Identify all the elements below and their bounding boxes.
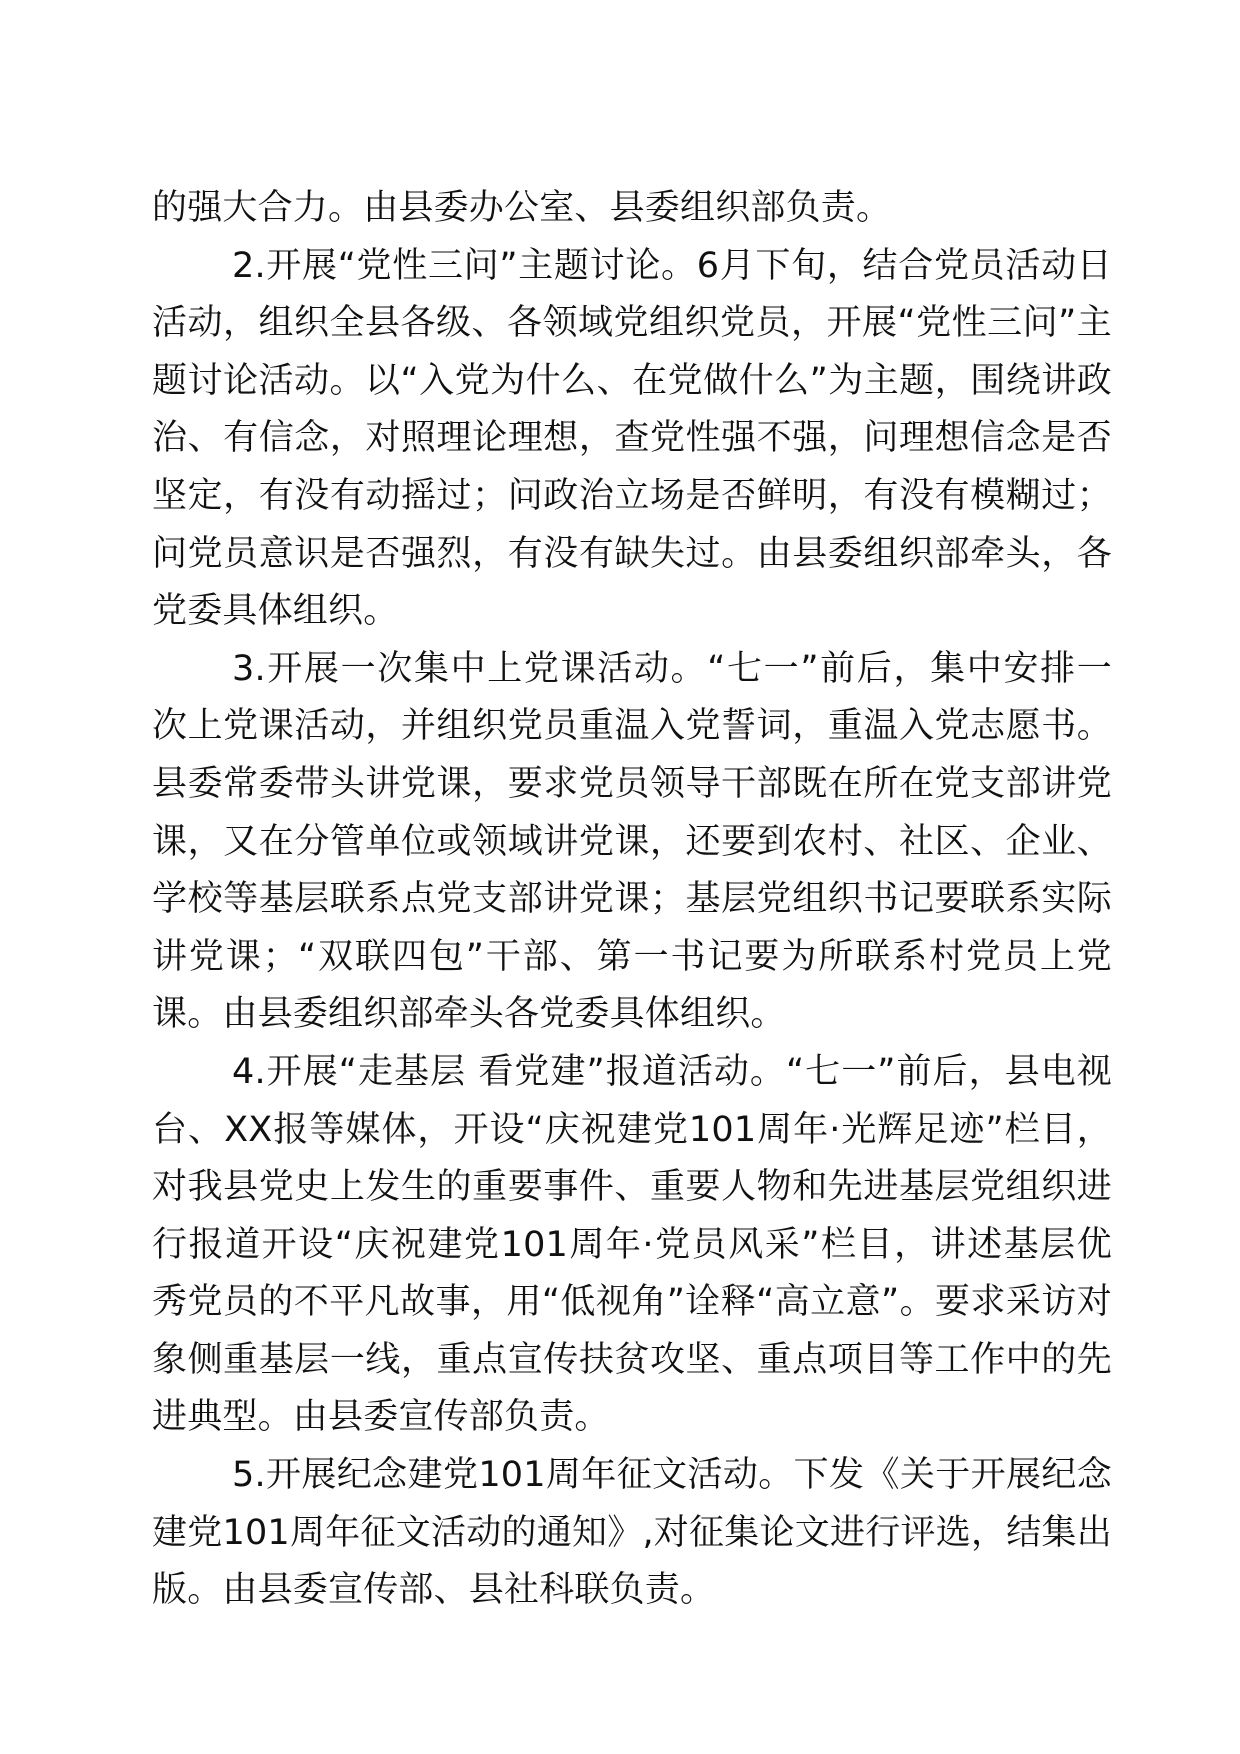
document-body bbox=[152, 180, 1112, 1620]
paragraph-continuation: 的强大合力。由县委办公室、县委组织部负责。 bbox=[152, 188, 892, 228]
paragraph-item-3: 3.开展一次集中上党课活动。“七一”前后，集中安排一次上党课活动，并组织党员重温入党誓词，重温入党志愿书。县委常委带头讲党课，要求党员领导干部既在所在党支部讲党课，又在分管单位或领域讲党课，还要到农村、社区、企业、学校等基层联系点党支部讲党课；基层党组织书记要联系实际讲党课；“双联四包”干部、第一书记要为所联系村党员上党课。由县委组织部牵头各党委具体组织。 bbox=[152, 648, 1112, 1035]
paragraph-item-2: 2.开展“党性三问”主题讨论。6月下旬，结合党员活动日活动，组织全县各级、各领域党组织党员，开展“党性三问”主题讨论活动。以“入党为什么、在党做什么”为主题，围绕讲政治、有信念，对照理论理想，查党性强不强，问理想信念是否坚定，有没有动摇过；问政治立场是否鲜明，有没有模糊过；问党员意识是否强烈，有没有缺失过。由县委组织部牵头，各党委具体组织。 bbox=[152, 245, 1112, 632]
paragraph-item-5: 5.开展纪念建党101周年征文活动。下发《关于开展纪念建党101周年征文活动的通知》,对征集论文进行评选，结集出版。由县委宣传部、县社科联负责。 bbox=[152, 1455, 1112, 1611]
paragraph-item-4: 4.开展“走基层 看党建”报道活动。“七一”前后，县电视台、XX报等媒体，开设“庆祝建党101周年·光辉足迹”栏目，对我县党史上发生的重要事件、重要人物和先进基层党组织进行报道开设“庆祝建党101周年·党员风采”栏目，讲述基层优秀党员的不平凡故事，用“低视角”诠释“高立意”。要求采访对象侧重基层一线，重点宣传扶贫攻坚、重点项目等工作中的先进典型。由县委宣传部负责。 bbox=[152, 1051, 1112, 1438]
